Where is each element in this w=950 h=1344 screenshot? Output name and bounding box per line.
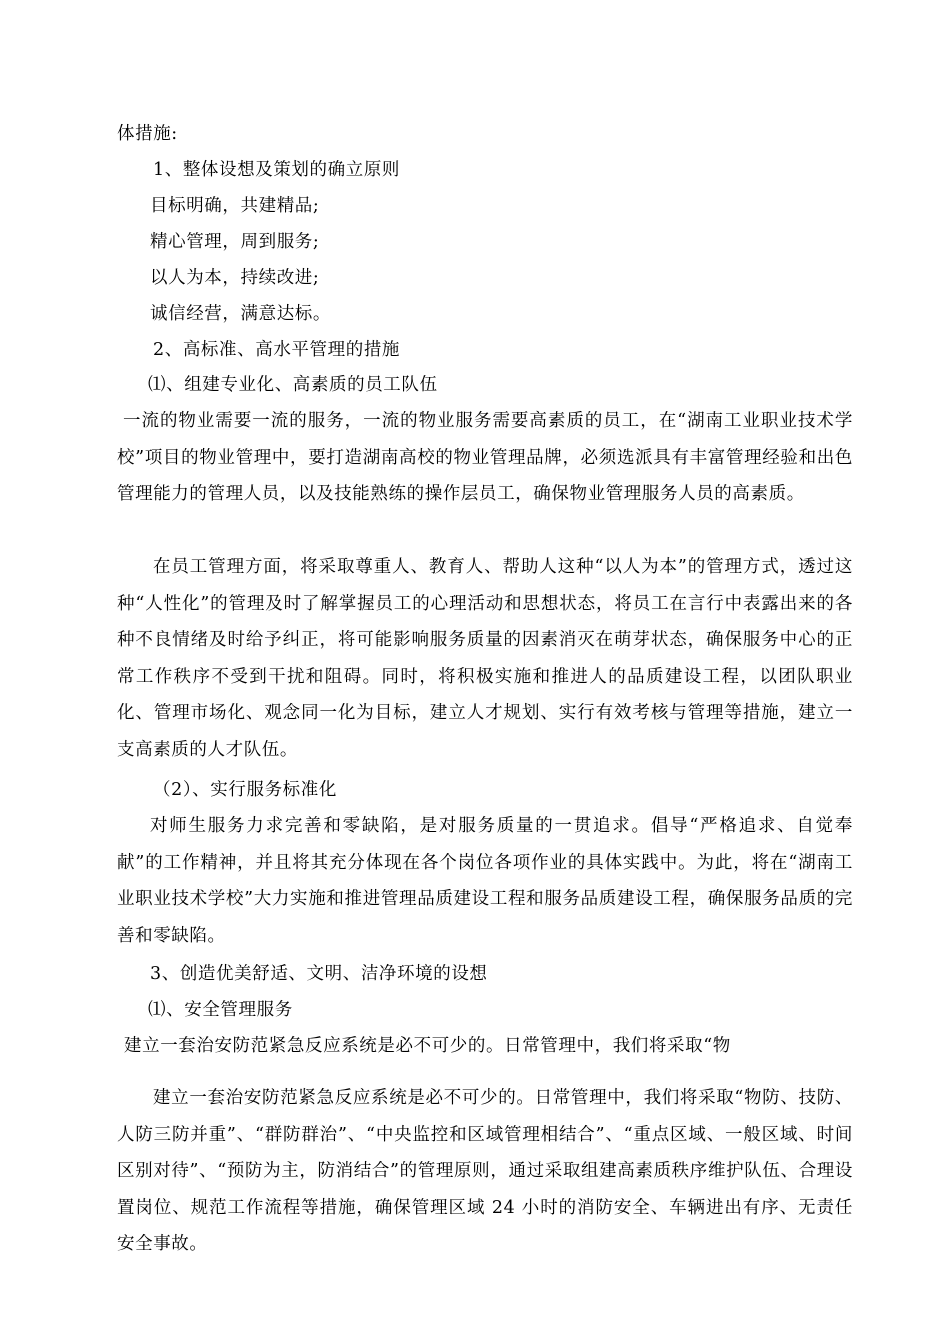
subheading-2-1: ⑴、组建专业化、高素质的员工队伍 bbox=[148, 375, 438, 395]
paragraph-staff-management: 在员工管理方面，将采取尊重人、教育人、帮助人这种“以人为本”的管理方式，透过这种“人性化”的管理及时了解掌握员工的心理活动和思想状态，将员工在言行中表露出来的各种不良情绪及时给予纠正，将可能影响服务质量的因素消灭在萌芽状态，确保服务中心的正常工作秩序不受到干扰和阻碍。同时，将积极实施和推进人的品质建设工程，以团队职业化、管理市场化、观念同一化为目标，建立人才规划、实行有效考核与管理等措施，建立一支高素质的人才队伍。 bbox=[117, 557, 853, 760]
subheading-3-1: ⑴、安全管理服务 bbox=[148, 1000, 293, 1020]
heading-3: 3、创造优美舒适、文明、洁净环境的设想 bbox=[150, 964, 488, 984]
paragraph-staff-quality: 一流的物业需要一流的服务，一流的物业服务需要高素质的员工，在“湖南工业职业技术学校”项目的物业管理中，要打造湖南高校的物业管理品牌，必须选派具有丰富管理经验和出色管理能力的管理人员，以及技能熟练的操作层员工，确保物业管理服务人员的高素质。 bbox=[117, 411, 853, 504]
subheading-2-2: （2）、实行服务标准化 bbox=[153, 780, 337, 800]
paragraph-security: 建立一套治安防范紧急反应系统是必不可少的。日常管理中，我们将采取“物防、技防、人防三防并重”、“群防群治”、“中央监控和区域管理相结合”、“重点区域、一般区域、时间区别对待”、“预防为主，防消结合”的管理原则，通过采取组建高素质秩序维护队伍、合理设置岗位、规范工作流程等措施，确保管理区域 24 小时的消防安全、车辆进出有序、无责任安全事故。 bbox=[117, 1088, 853, 1254]
principle-4: 诚信经营，满意达标。 bbox=[150, 304, 331, 324]
principle-2: 精心管理，周到服务; bbox=[150, 232, 320, 252]
principle-3: 以人为本，持续改进; bbox=[150, 268, 320, 288]
paragraph-service-standard: 对师生服务力求完善和零缺陷，是对服务质量的一贯追求。倡导“严格追求、自觉奉献”的工作精神，并且将其充分体现在各个岗位各项作业的具体实践中。为此，将在“湖南工业职业技术学校”大力实施和推进管理品质建设工程和服务品质建设工程，确保服务品质的完善和零缺陷。 bbox=[117, 816, 853, 946]
heading-1: 1、整体设想及策划的确立原则 bbox=[153, 160, 401, 180]
fragment-line: 建立一套治安防范紧急反应系统是必不可少的。日常管理中，我们将采取“物 bbox=[124, 1036, 731, 1056]
principle-1: 目标明确，共建精品; bbox=[150, 196, 320, 216]
heading-2: 2、高标准、高水平管理的措施 bbox=[153, 340, 401, 360]
intro-line: 体措施: bbox=[117, 124, 178, 144]
